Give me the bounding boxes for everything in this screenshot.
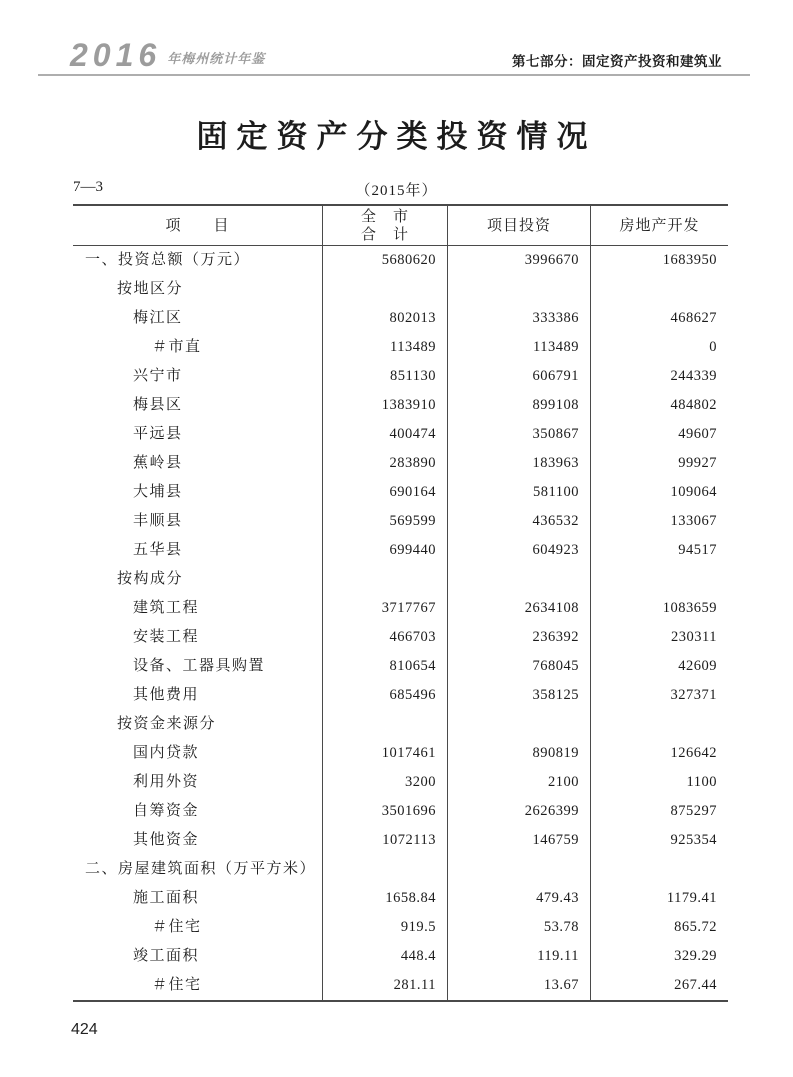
row-label: 蕉岭县 [133,455,183,471]
row-label: 设备、工器具购置 [133,658,266,674]
col-header-city-total [322,206,447,245]
row-label: 一、投资总额（万元） [85,252,251,268]
row-value: 1072113 [322,826,447,855]
row-value: 283890 [322,449,447,478]
row-value: 690164 [322,478,447,507]
row-value: 3200 [322,768,447,797]
table-row [73,594,728,623]
table-row [73,246,728,275]
row-value: 604923 [447,536,590,565]
row-label: 五华县 [133,542,183,558]
col-header-project-investment: 项目投资 [447,206,590,245]
table-row [73,478,728,507]
row-label: 竣工面积 [133,948,200,964]
row-value [322,275,447,304]
row-value: 146759 [447,826,590,855]
row-value: 113489 [322,333,447,362]
row-label: 梅江区 [133,310,183,326]
row-value: 230311 [590,623,728,652]
row-value: 400474 [322,420,447,449]
table-row [73,913,728,942]
row-value: 768045 [447,652,590,681]
table-row [73,739,728,768]
row-value: 94517 [590,536,728,565]
row-label: 丰顺县 [133,513,183,529]
row-value: 1179.41 [590,884,728,913]
row-label: 大埔县 [133,484,183,500]
col-header-city-total-line1: 全 市 [360,208,409,225]
row-label: 二、房屋建筑面积（万平方米） [85,861,317,877]
table-row [73,449,728,478]
year-note: （2015年） [355,183,438,199]
table-row [73,507,728,536]
row-value: 802013 [322,304,447,333]
row-value: 327371 [590,681,728,710]
row-value [590,855,728,884]
row-label: 梅县区 [133,397,183,413]
table-row [73,971,728,1000]
row-value: 133067 [590,507,728,536]
row-value: 925354 [590,826,728,855]
row-value: 358125 [447,681,590,710]
row-label: 按构成分 [117,571,184,587]
row-label: 安装工程 [133,629,200,645]
row-value [590,710,728,739]
row-value: 919.5 [322,913,447,942]
page-title: 固定资产分类投资情况 [196,119,597,154]
table-row [73,652,728,681]
table-row [73,855,728,884]
table-row [73,333,728,362]
row-label: 兴宁市 [133,368,183,384]
row-value: 606791 [447,362,590,391]
row-label: 按资金来源分 [117,716,217,732]
row-value: 890819 [447,739,590,768]
row-value: 851130 [322,362,447,391]
row-label: 平远县 [133,426,183,442]
row-value: 5680620 [322,246,447,275]
col-header-real-estate: 房地产开发 [590,206,728,245]
row-value: 109064 [590,478,728,507]
table-row [73,797,728,826]
row-value: 1658.84 [322,884,447,913]
row-value: 281.11 [322,971,447,1000]
row-value [590,275,728,304]
row-value: 899108 [447,391,590,420]
row-value: 2100 [447,768,590,797]
table-row [73,275,728,304]
row-value: 333386 [447,304,590,333]
row-value: 113489 [447,333,590,362]
row-label: 建筑工程 [133,600,200,616]
row-value: 1083659 [590,594,728,623]
row-value: 42609 [590,652,728,681]
row-value: 479.43 [447,884,590,913]
row-value: 569599 [322,507,447,536]
row-value: 484802 [590,391,728,420]
row-value [322,565,447,594]
table-row [73,623,728,652]
table-row [73,942,728,971]
row-label: 其他资金 [133,832,200,848]
col-header-city-total-line2: 合 计 [360,226,409,243]
col-header-item: 项 目 [165,217,230,234]
table-row [73,391,728,420]
row-value: 244339 [590,362,728,391]
section-label: 第七部分：固定资产投资和建筑业 [512,54,722,69]
row-value: 466703 [322,623,447,652]
table-row [73,420,728,449]
row-value: 183963 [447,449,590,478]
row-value [447,565,590,594]
table-header-row [73,206,728,246]
row-value: 468627 [590,304,728,333]
table-row [73,768,728,797]
table-row [73,681,728,710]
row-value: 3501696 [322,797,447,826]
table-row [73,565,728,594]
row-value [447,855,590,884]
row-value: 448.4 [322,942,447,971]
table-row [73,884,728,913]
row-label: 国内贷款 [133,745,200,761]
row-value: 99927 [590,449,728,478]
row-label: ＃住宅 [152,977,202,993]
row-label: 按地区分 [117,281,184,297]
logo-year-text: 2016 [70,37,162,73]
row-value [447,275,590,304]
row-label: ＃住宅 [152,919,202,935]
page-number: 424 [71,1021,98,1038]
row-value: 119.11 [447,942,590,971]
row-value: 1100 [590,768,728,797]
row-label: 施工面积 [133,890,200,906]
yearbook-logo [70,37,266,73]
table-row [73,536,728,565]
row-value: 53.78 [447,913,590,942]
table-number: 7—3 [73,179,103,195]
row-value: 126642 [590,739,728,768]
row-value: 581100 [447,478,590,507]
row-label: 自筹资金 [133,803,200,819]
row-value: 810654 [322,652,447,681]
row-value: 2634108 [447,594,590,623]
header-rule [38,74,750,76]
row-value [590,565,728,594]
row-value: 13.67 [447,971,590,1000]
table-row [73,826,728,855]
table-row [73,710,728,739]
row-value: 3996670 [447,246,590,275]
row-label: ＃市直 [152,339,202,355]
row-value: 875297 [590,797,728,826]
row-value: 2626399 [447,797,590,826]
row-value: 49607 [590,420,728,449]
row-value: 350867 [447,420,590,449]
row-value: 1017461 [322,739,447,768]
table-body [73,246,728,1000]
row-value: 436532 [447,507,590,536]
table-row [73,304,728,333]
row-value: 329.29 [590,942,728,971]
row-label: 其他费用 [133,687,200,703]
row-value: 865.72 [590,913,728,942]
row-value: 699440 [322,536,447,565]
row-value: 3717767 [322,594,447,623]
row-value [447,710,590,739]
row-value: 1683950 [590,246,728,275]
logo-suffix-text: 年梅州统计年鉴 [167,51,266,66]
row-value: 236392 [447,623,590,652]
row-value: 0 [590,333,728,362]
row-value [322,855,447,884]
table-row [73,362,728,391]
row-value [322,710,447,739]
row-label: 利用外资 [133,774,200,790]
stat-table [73,204,728,1002]
row-value: 685496 [322,681,447,710]
row-value: 1383910 [322,391,447,420]
row-value: 267.44 [590,971,728,1000]
